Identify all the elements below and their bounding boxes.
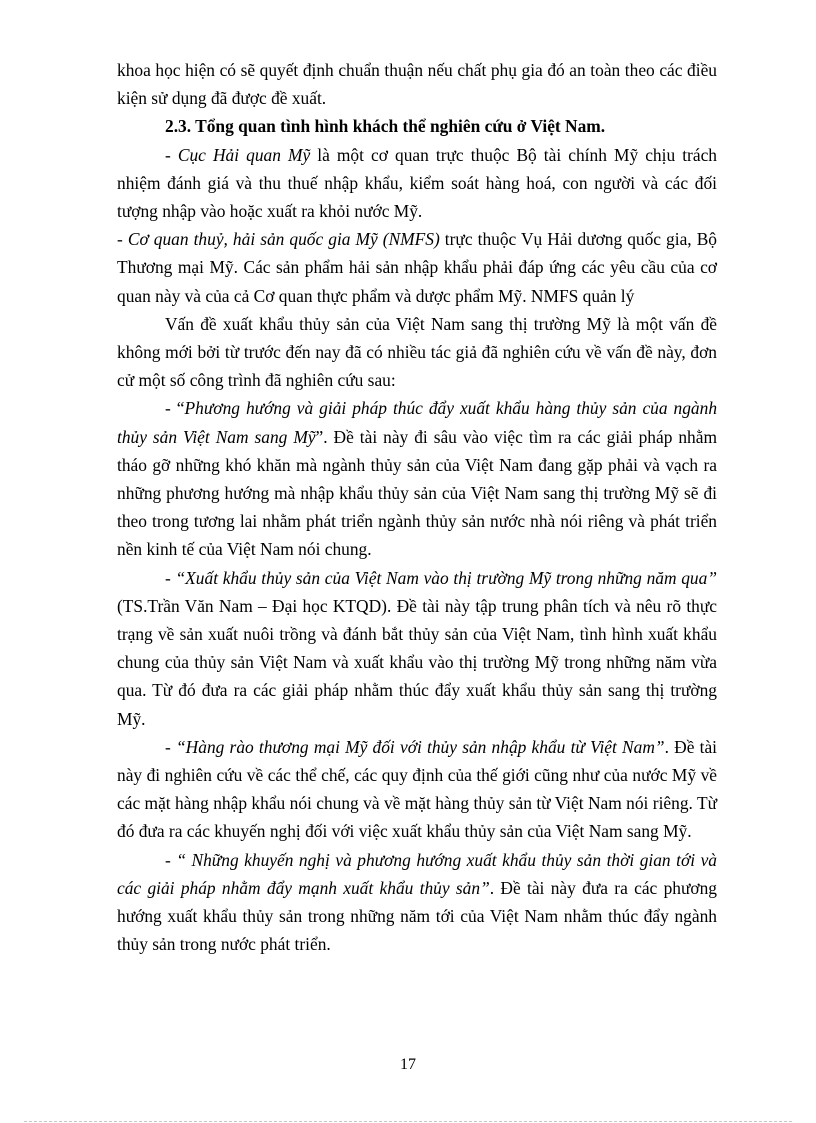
page-number: 17 [400, 1056, 416, 1073]
customs-dash: - [165, 144, 178, 165]
page-bottom-divider [24, 1121, 792, 1122]
work-title: “Xuất khẩu thủy sản của Việt Nam vào thị trường Mỹ trong những năm qua” [175, 567, 717, 588]
work-prefix: - [165, 736, 177, 757]
work-title: “Hàng rào thương mại Mỹ đối với thủy sản nhập khẩu từ Việt Nam” [176, 736, 665, 757]
work-prefix: - “ [165, 398, 185, 419]
work-description: . Đề tài này đi nghiên cứu về các thể chế, các quy định của thế giới cũng như của nước Mỹ về các mặt hàng nhập khẩu nói chung và về mặt hàng thủy sản từ Việt Nam nói riêng. Từ đó đưa ra các khuyến nghị đối với việc xuất khẩu thủy sản của Việt Nam sang Mỹ. [117, 736, 718, 842]
document-page [117, 56, 717, 959]
nmfs-name: Cơ quan thuỷ, hải sản quốc gia Mỹ (NMFS) [127, 229, 440, 250]
section-heading: 2.3. Tổng quan tình hình khách thể nghiên cứu ở Việt Nam. [165, 116, 606, 137]
nmfs-dash: - [117, 229, 128, 250]
work-title: Phương hướng và giải pháp thúc đẩy xuất khẩu hàng thủy sản của ngành thủy sản Việt Nam sang Mỹ [117, 398, 718, 447]
nmfs-text: trực thuộc Vụ Hải dương quốc gia, Bộ Thương mại Mỹ. Các sản phẩm hải sản nhập khẩu phải đáp ứng các yêu cầu của cơ quan này và của cả Cơ quan thực phẩm và dược phẩm Mỹ. NMFS quản lý [117, 229, 717, 306]
work-description: ”. Đề tài này đi sâu vào việc tìm ra các giải pháp nhằm tháo gỡ những khó khăn mà ngành thủy sản của Việt Nam đang gặp phải và vạch ra những phương hướng mà nhập khẩu thủy sản của Việt Nam sang thị trường Mỹ sẽ đi theo trong tương lai nhằm phát triển ngành thủy sản nước nhà nói riêng và phát triển nền kinh tế của Việt Nam nói chung. [117, 426, 718, 560]
work-item-3 [117, 733, 717, 846]
work-title: “ Những khuyến nghị và phương hướng xuất khẩu thủy sản thời gian tới và các giải pháp nhằm đẩy mạnh xuất khẩu thủy sản” [117, 849, 718, 898]
work-item-1 [117, 394, 717, 563]
work-item-2 [117, 564, 717, 733]
nmfs-paragraph [117, 225, 717, 310]
intro-paragraph: khoa học hiện có sẽ quyết định chuẩn thuận nếu chất phụ gia đó an toàn theo các điều kiện sử dụng đã được đề xuất. [117, 60, 717, 109]
customs-paragraph [117, 141, 717, 226]
work-description: (TS.Trần Văn Nam – Đại học KTQD). Đề tài này tập trung phân tích và nêu rõ thực trạng về sản xuất nuôi trồng và đánh bắt thủy sản của Việt Nam, tình hình xuất khẩu chung của thủy sản Việt Nam và xuất khẩu vào thị trường Mỹ trong những năm vừa qua. Từ đó đưa ra các giải pháp nhằm thúc đẩy xuất khẩu thủy sản sang thị trường Mỹ. [117, 595, 717, 729]
customs-name: Cục Hải quan Mỹ [177, 144, 311, 165]
work-prefix: - [165, 567, 176, 588]
overview-paragraph: Vấn đề xuất khẩu thủy sản của Việt Nam sang thị trường Mỹ là một vấn đề không mới bởi từ trước đến nay đã có nhiều tác giả đã nghiên cứu về vấn đề này, đơn cử một số công trình đã nghiên cứu sau: [117, 313, 717, 391]
work-item-4 [117, 846, 717, 959]
work-description: . Đề tài này đưa ra các phương hướng xuất khẩu thủy sản trong những năm tới của Việt Nam nhằm thúc đẩy ngành thủy sản trong nước phát triển. [117, 877, 717, 955]
customs-text: là một cơ quan trực thuộc Bộ tài chính Mỹ chịu trách nhiệm đánh giá và thu thuế nhập khẩu, kiểm soát hàng hoá, con người và các đối tượng nhập vào hoặc xuất ra khỏi nước Mỹ. [117, 144, 717, 222]
work-prefix: - [165, 849, 177, 870]
